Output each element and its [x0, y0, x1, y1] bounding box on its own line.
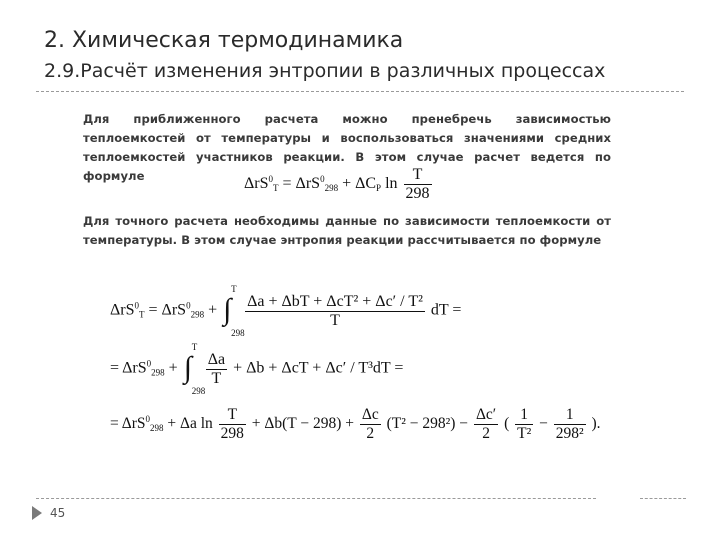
formula4-sup: 0 — [145, 414, 151, 425]
formula4-f3-numerator: Δc′ — [475, 406, 497, 423]
formula4-fraction1 — [219, 406, 246, 443]
formula2-lhs: ΔrS — [110, 301, 135, 319]
formula-exact-line2 — [110, 342, 404, 396]
formula1-term1-sub: 298 — [324, 183, 339, 194]
header-divider — [36, 91, 684, 92]
formula1-lhs: ΔrS — [244, 175, 269, 193]
slide-subtitle: 2.9.Расчёт изменения энтропии в различных процессах — [44, 60, 606, 82]
formula4-f2-numerator: Δc — [361, 406, 379, 423]
formula1-term1: ΔrS — [295, 175, 321, 193]
formula4-part2: + Δb(T − 298) + — [251, 415, 354, 433]
formula3-lead: = ΔrS — [110, 359, 147, 377]
formula4-f5-numerator: 1 — [554, 406, 586, 425]
formula2-s298-sup: 0 — [186, 300, 191, 311]
formula1-ln: ln — [385, 175, 398, 193]
formula3-rest: + Δb + ΔcT + Δc′ / T³dT = — [233, 359, 404, 377]
integral-sign: ∫ T 298 — [223, 284, 245, 338]
formula3-denominator: T — [211, 369, 222, 387]
formula1-fraction — [404, 166, 432, 203]
formula4-fraction4 — [515, 406, 533, 443]
formula2-tail: dT = — [430, 301, 462, 319]
formula4-f1-numerator: T — [219, 406, 246, 425]
integral-lower-limit: 298 — [231, 328, 245, 338]
formula4-f4-denominator: T² — [517, 425, 532, 442]
formula2-denominator: T — [330, 311, 340, 329]
play-triangle-icon — [32, 506, 42, 520]
formula2-numerator: Δa + ΔbT + ΔcT² + Δc′ / T² — [247, 292, 423, 310]
formula2-eq: = ΔrS — [148, 301, 187, 319]
formula2-plus: + — [208, 301, 218, 319]
formula4-f1-denominator: 298 — [220, 425, 244, 442]
formula2-lhs-sub: T — [139, 309, 145, 320]
formula2-s298-sub: 298 — [190, 309, 205, 320]
paragraph-exact: Для точного расчета необходимы данные по зависимости теплоемкости от температуры. В этом случае энтропия реакции рассчитывается по формуле — [83, 214, 611, 247]
integral-sign: ∫ T 298 — [183, 342, 206, 396]
integral-upper-limit: T — [231, 284, 237, 294]
formula4-part4: ( — [504, 415, 510, 433]
formula4-lead: = ΔrS — [110, 415, 146, 433]
formula4-f3-denominator: 2 — [482, 425, 490, 442]
formula2-fraction — [245, 293, 425, 330]
formula1-eq: = — [282, 175, 292, 193]
formula4-fraction3 — [474, 406, 498, 443]
formula4-sub: 298 — [150, 423, 164, 434]
integral-lower-limit: 298 — [191, 386, 206, 396]
formula3-sup: 0 — [146, 358, 152, 369]
formula2-lhs-sup: 0 — [134, 300, 140, 311]
formula4-fraction5 — [554, 406, 586, 443]
paragraph-approximate: Для приближенного расчета можно пренебречь зависимостью теплоемкостей от температуры и воспользоваться значениями средних теплоемкостей участников реакции. В этом случае расчет ведется по формуле — [83, 112, 611, 183]
footer-divider-left — [36, 498, 596, 499]
formula1-cp-sub: P — [376, 183, 382, 194]
formula4-f2-denominator: 2 — [366, 425, 375, 442]
formula3-sub: 298 — [151, 367, 165, 378]
integral-upper-limit: T — [191, 342, 198, 352]
page-number: 45 — [50, 506, 66, 520]
page-indicator — [32, 506, 65, 520]
formula1-lhs-sub: T — [273, 183, 279, 194]
formula1-numerator: T — [404, 166, 432, 185]
formula4-fraction2 — [360, 406, 381, 443]
formula1-term1-sup: 0 — [320, 174, 325, 185]
formula1-lhs-sup: 0 — [268, 174, 274, 185]
formula4-f5-denominator: 298² — [555, 425, 584, 442]
formula-approximate — [244, 166, 434, 203]
formula-exact-line1 — [110, 284, 462, 338]
formula3-fraction — [206, 351, 227, 388]
slide-title: 2. Химическая термодинамика — [44, 28, 404, 53]
formula4-part5: − — [539, 415, 548, 433]
formula3-plus: + — [168, 359, 178, 377]
formula1-denominator: 298 — [405, 185, 430, 202]
formula4-part1: + Δa ln — [167, 415, 213, 433]
formula4-part6: ). — [591, 415, 601, 433]
formula3-numerator: Δa — [207, 350, 226, 368]
formula4-f4-numerator: 1 — [515, 406, 533, 425]
formula-exact-line3 — [110, 406, 601, 443]
formula1-plus-cp: + ΔC — [342, 175, 377, 193]
formula4-part3: (T² − 298²) − — [386, 415, 469, 433]
footer-divider-right — [640, 498, 686, 499]
